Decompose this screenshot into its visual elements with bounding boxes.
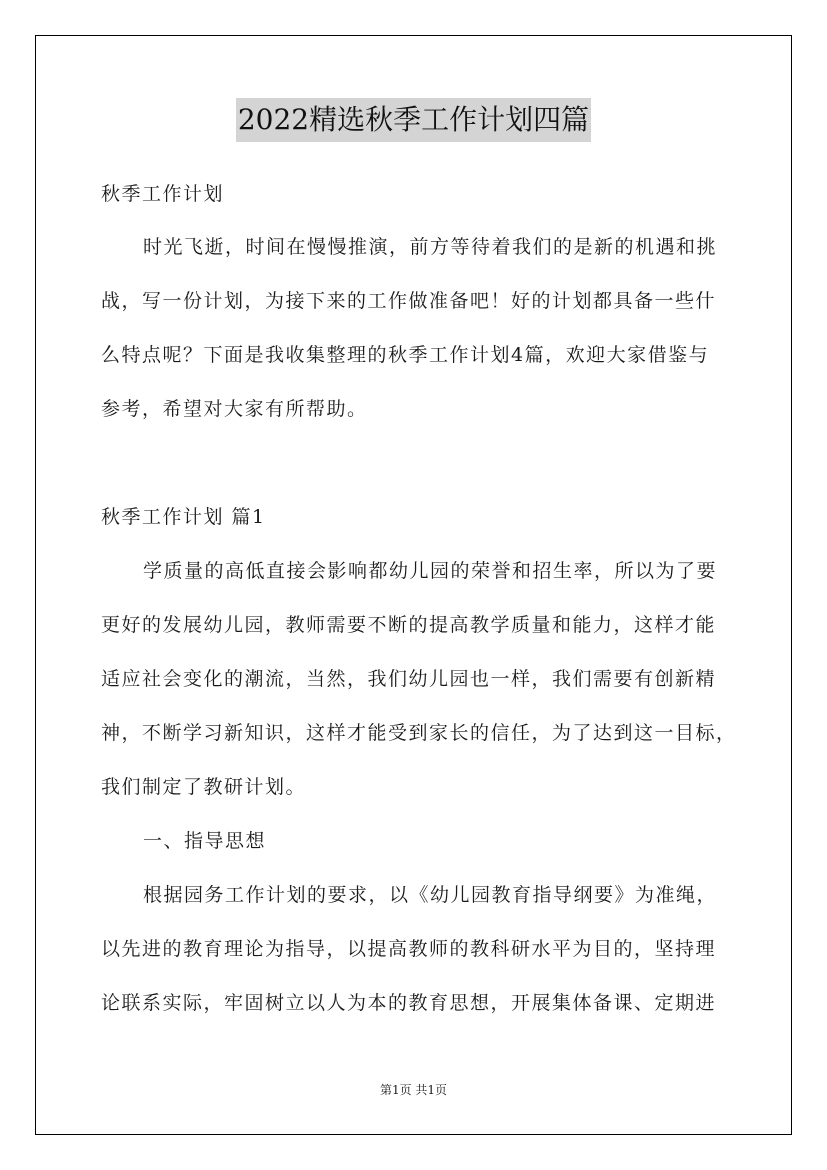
paragraph-line: 适应社会变化的潮流，当然，我们幼儿园也一样，我们需要有创新精 <box>101 668 717 690</box>
title-container <box>0 98 827 142</box>
paragraph-line: 以先进的教育理论为指导，以提高教师的教科研水平为目的，坚持理 <box>101 938 717 960</box>
paragraph-line: 参考，希望对大家有所帮助。 <box>101 398 368 420</box>
section-heading: 秋季工作计划 <box>101 183 225 205</box>
paragraph-line: 神，不断学习新知识，这样才能受到家长的信任，为了达到这一目标， <box>101 722 737 744</box>
paragraph-line: 我们制定了教研计划。 <box>101 776 307 798</box>
paragraph-line: 学质量的高低直接会影响都幼儿园的荣誉和招生率，所以为了要 <box>143 560 718 582</box>
paragraph-line: 战，写一份计划，为接下来的工作做准备吧！好的计划都具备一些什 <box>101 290 717 312</box>
paragraph-line: 更好的发展幼儿园，教师需要不断的提高教学质量和能力，这样才能 <box>101 614 717 636</box>
paragraph-line: 根据园务工作计划的要求，以《幼儿园教育指导纲要》为准绳， <box>143 884 718 906</box>
page-footer: 第1页 共1页 <box>379 1083 448 1097</box>
paragraph-line: 论联系实际，牢固树立以人为本的教育思想，开展集体备课、定期进 <box>101 992 717 1014</box>
subsection-heading: 一、指导思想 <box>143 830 267 852</box>
paragraph-line: 时光飞逝，时间在慢慢推演，前方等待着我们的是新的机遇和挑 <box>143 236 718 258</box>
paragraph-line: 么特点呢？下面是我收集整理的秋季工作计划4篇，欢迎大家借鉴与 <box>101 344 710 366</box>
document-title: 2022精选秋季工作计划四篇 <box>236 98 591 142</box>
section-heading: 秋季工作计划 篇1 <box>101 506 266 528</box>
